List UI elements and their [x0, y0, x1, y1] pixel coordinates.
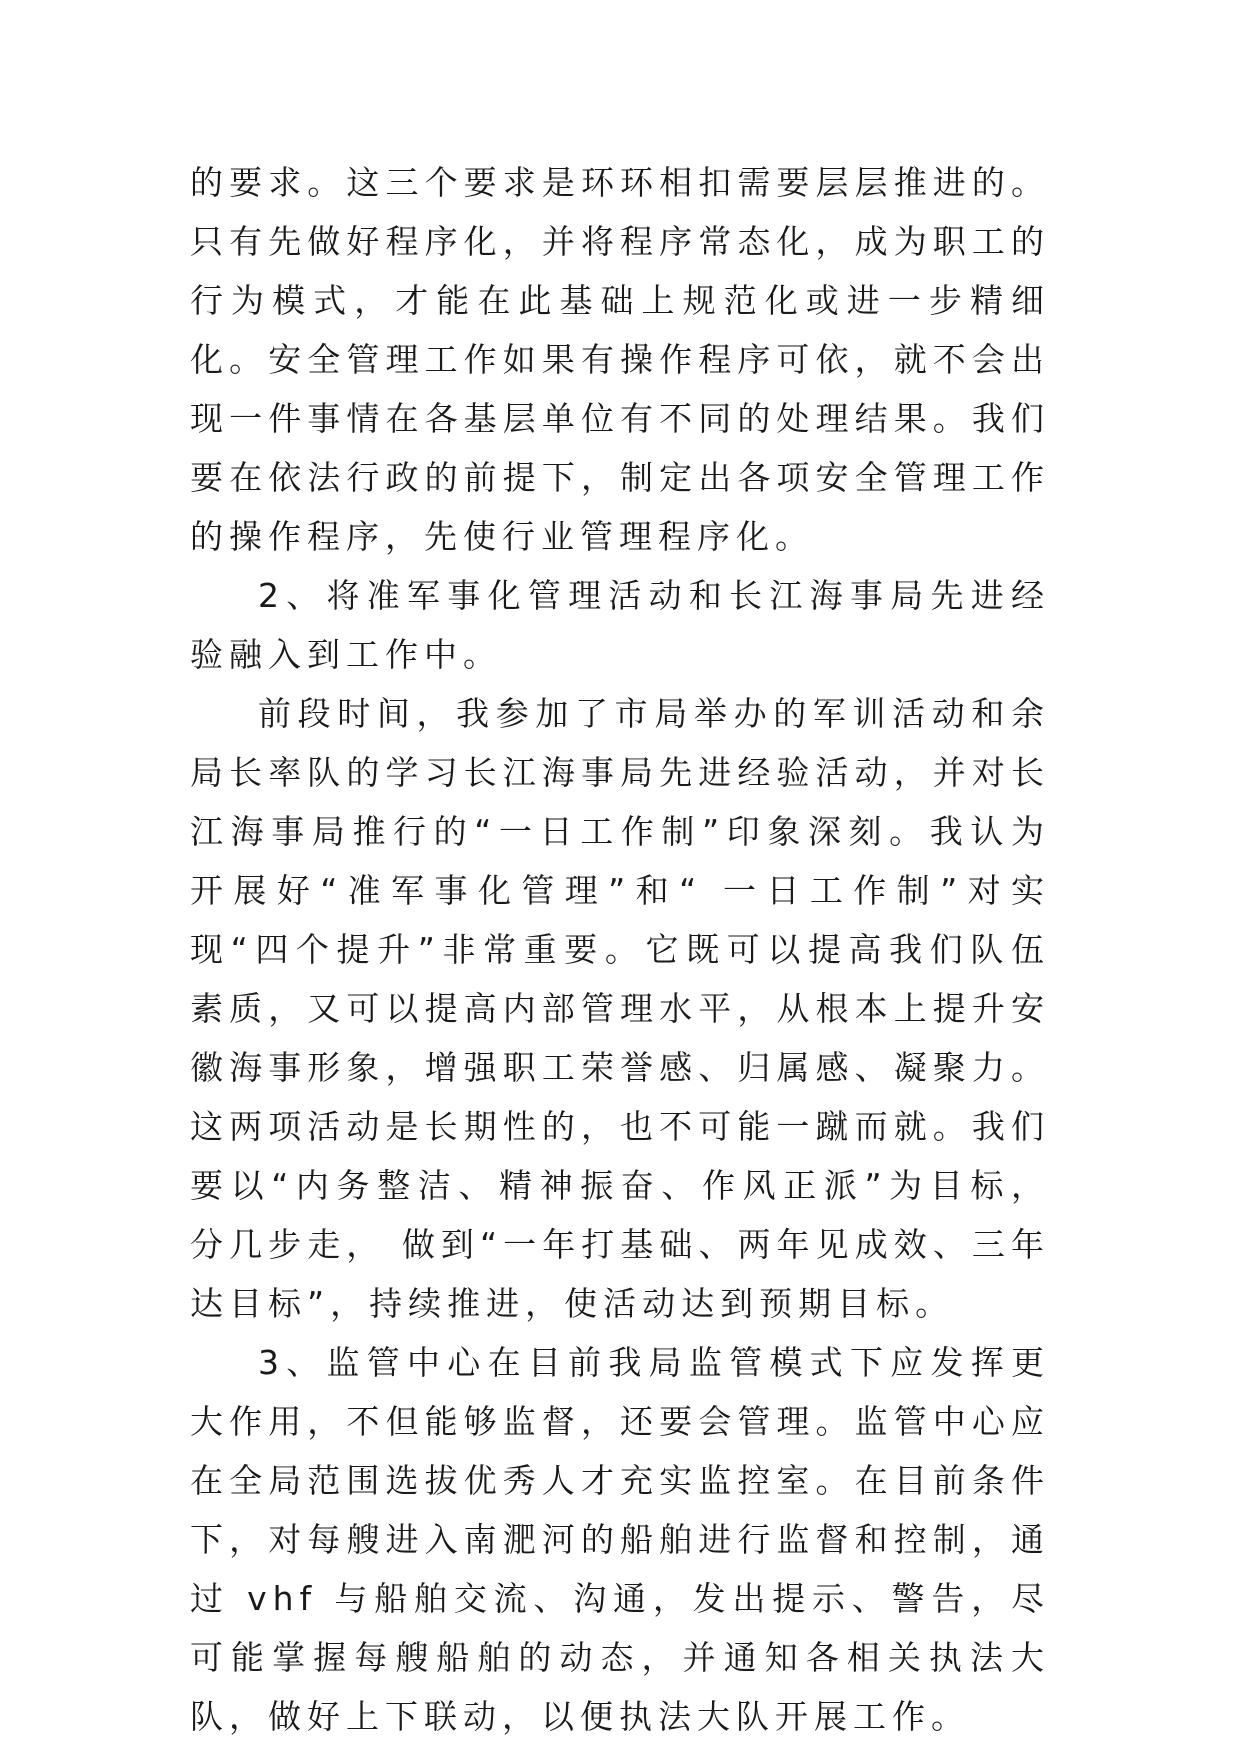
paragraph-continuation: 的要求。这三个要求是环环相扣需要层层推进的。只有先做好程序化，并将程序常态化，成为职工的行为模式，才能在此基础上规范化或进一步精细化。安全管理工作如果有操作程序可依，就不会出现一件事情在各基层单位有不同的处理结果。我们要在依法行政的前提下，制定出各项安全管理工作的操作程序，先使行业管理程序化。 — [190, 163, 1050, 556]
paragraph-item-2: 2、将准军事化管理活动和长江海事局先进经验融入到工作中。 — [190, 576, 1050, 674]
document-body — [190, 153, 1050, 1746]
paragraph-item-3: 3、监管中心在目前我局监管模式下应发挥更大作用，不但能够监督，还要会管理。监管中心应在全局范围选拔优秀人才充实监控室。在目前条件下，对每艘进入南淝河的船舶进行监督和控制，通过 vhf 与船舶交流、沟通，发出提示、警告，尽可能掌握每艘船舶的动态，并通知各相关执法大队，做好上下联动，以便执法大队开展工作。 — [190, 1343, 1050, 1736]
paragraph-body: 前段时间，我参加了市局举办的军训活动和余局长率队的学习长江海事局先进经验活动，并对长江海事局推行的“一日工作制”印象深刻。我认为开展好“准军事化管理”和“ 一日工作制”对实现“四个提升”非常重要。它既可以提高我们队伍素质，又可以提高内部管理水平，从根本上提升安徽海事形象，增强职工荣誉感、归属感、凝聚力。这两项活动是长期性的，也不可能一蹴而就。我们要以“内务整洁、精神振奋、作风正派”为目标，分几步走， 做到“一年打基础、两年见成效、三年达目标”，持续推进，使活动达到预期目标。 — [190, 694, 1050, 1323]
